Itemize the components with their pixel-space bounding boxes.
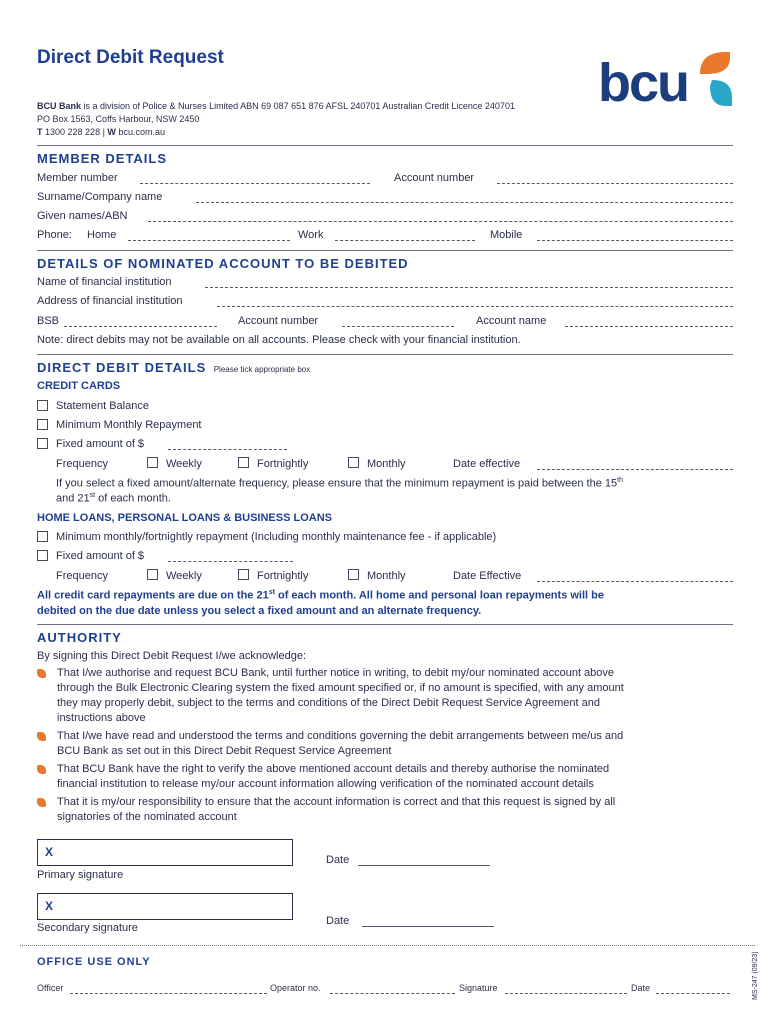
account-name-label: Account name — [476, 315, 547, 327]
phone-label: T — [37, 127, 43, 137]
office-date-field[interactable] — [656, 993, 730, 994]
nominated-account-number-label: Account number — [238, 315, 319, 327]
frequency-label: Frequency — [56, 458, 108, 470]
authority-item-4-line2: signatories of the nominated account — [57, 811, 237, 823]
authority-item-4-line1: That it is my/our responsibility to ensure that the account information is correct and that this request is signed by all — [57, 796, 616, 808]
member-number-field[interactable] — [140, 183, 370, 184]
phone-value: 1300 228 228 — [45, 127, 101, 137]
office-date-label: Date — [631, 983, 651, 993]
weekly-label: Weekly — [166, 458, 202, 470]
institution-address-field[interactable] — [217, 306, 733, 307]
statement-balance-checkbox[interactable] — [37, 400, 48, 411]
logo-leaf-icon — [698, 50, 738, 110]
statement-balance-label: Statement Balance — [56, 400, 149, 412]
bullet-icon — [37, 669, 46, 678]
phone-label: Phone: — [37, 229, 72, 241]
given-names-field[interactable] — [148, 221, 733, 222]
tick-note: Please tick appropriate box — [213, 365, 311, 374]
loan-frequency-label: Frequency — [56, 570, 108, 582]
institution-name-label: Name of financial institution — [37, 276, 172, 288]
minimum-monthly-checkbox[interactable] — [37, 419, 48, 430]
org-details: is a division of Police & Nurses Limited ABN 69 087 651 876 AFSL 240701 Australian Credit Licence 240701 — [81, 101, 515, 111]
direct-debit-heading: DIRECT DEBIT DETAILS — [37, 360, 207, 375]
authority-item-2-line1: That I/we have read and understood the terms and conditions governing the debit arrangements between me/us and — [57, 730, 624, 742]
web-value: bcu.com.au — [118, 127, 165, 137]
loan-fortnightly-label: Fortnightly — [257, 570, 309, 582]
mobile-phone-field[interactable] — [537, 240, 733, 241]
account-name-field[interactable] — [565, 326, 733, 327]
work-phone-field[interactable] — [335, 240, 475, 241]
primary-date-field[interactable] — [358, 865, 490, 866]
loan-weekly-checkbox[interactable] — [147, 569, 158, 580]
direct-debit-heading-row — [37, 359, 310, 377]
mobile-phone-label: Mobile — [490, 229, 523, 241]
home-phone-field[interactable] — [128, 240, 290, 241]
bsb-field[interactable] — [64, 326, 217, 327]
operator-field[interactable] — [330, 993, 455, 994]
surname-label: Surname/Company name — [37, 191, 163, 203]
page-title: Direct Debit Request — [37, 47, 224, 68]
org-contact — [37, 127, 165, 137]
account-number-field[interactable] — [497, 183, 733, 184]
repayment-due-note-line2: debited on the due date unless you select a fixed amount and an alternate frequency. — [37, 605, 482, 617]
office-signature-field[interactable] — [505, 993, 627, 994]
authority-item-2-line2: BCU Bank as set out in this Direct Debit Request Service Agreement — [57, 745, 392, 757]
divider — [37, 354, 733, 355]
work-phone-label: Work — [298, 229, 324, 241]
office-signature-label: Signature — [459, 983, 498, 993]
minimum-repayment-label: Minimum monthly/fortnightly repayment (Including monthly maintenance fee - if applicable) — [56, 531, 497, 543]
divider — [37, 624, 733, 625]
officer-label: Officer — [37, 983, 64, 993]
loan-fortnightly-checkbox[interactable] — [238, 569, 249, 580]
date-effective-field[interactable] — [537, 469, 733, 470]
fixed-amount-note-line1: If you select a fixed amount/alternate frequency, please ensure that the minimum repayment is paid between the 15th — [56, 477, 623, 490]
secondary-signature-label: Secondary signature — [37, 922, 138, 934]
office-divider — [20, 945, 755, 946]
authority-item-1-line3: they may properly debit, subject to the terms and conditions of the Direct Debit Request Service Agreement and — [57, 697, 600, 709]
loan-date-effective-label: Date Effective — [453, 570, 522, 582]
repayment-due-note-line1: All credit card repayments are due on the 21st of each month. All home and personal loan repayments will be — [37, 589, 604, 602]
secondary-date-label: Date — [326, 915, 350, 927]
authority-item-3-line1: That BCU Bank have the right to verify the above mentioned account details and thereby authorise the nominated — [57, 763, 610, 775]
org-name: BCU Bank — [37, 101, 82, 111]
primary-signature-x: X — [45, 845, 54, 859]
date-effective-label: Date effective — [453, 458, 521, 470]
monthly-label: Monthly — [367, 458, 406, 470]
loan-fixed-amount-label: Fixed amount of $ — [56, 550, 145, 562]
minimum-monthly-label: Minimum Monthly Repayment — [56, 419, 202, 431]
authority-intro: By signing this Direct Debit Request I/we acknowledge: — [37, 650, 307, 662]
logo-wordmark: bcu — [598, 53, 689, 113]
contact-separator: | — [100, 127, 108, 137]
loan-fixed-amount-checkbox[interactable] — [37, 550, 48, 561]
divider — [37, 250, 733, 251]
loan-fixed-amount-field[interactable] — [168, 561, 293, 562]
bullet-icon — [37, 798, 46, 807]
loan-weekly-label: Weekly — [166, 570, 202, 582]
web-label: W — [107, 127, 116, 137]
nominated-note: Note: direct debits may not be available on all accounts. Please check with your financial institution. — [37, 334, 521, 346]
secondary-signature-box[interactable] — [37, 893, 293, 920]
institution-name-field[interactable] — [205, 287, 733, 288]
authority-item-3-line2: financial institution to release my/our account information allowing verification of the nominated account details — [57, 778, 594, 790]
operator-label: Operator no. — [270, 983, 321, 993]
credit-cards-heading: CREDIT CARDS — [37, 380, 121, 392]
member-details-heading: MEMBER DETAILS — [37, 151, 168, 166]
primary-date-label: Date — [326, 854, 350, 866]
authority-heading: AUTHORITY — [37, 630, 122, 645]
bcu-logo — [598, 50, 738, 112]
primary-signature-box[interactable] — [37, 839, 293, 866]
fortnightly-label: Fortnightly — [257, 458, 309, 470]
fortnightly-checkbox[interactable] — [238, 457, 249, 468]
bullet-icon — [37, 765, 46, 774]
form-code: MS-247 (09/23) — [752, 951, 759, 1000]
monthly-checkbox[interactable] — [348, 457, 359, 468]
minimum-repayment-checkbox[interactable] — [37, 531, 48, 542]
loan-monthly-checkbox[interactable] — [348, 569, 359, 580]
fixed-amount-field[interactable] — [168, 449, 287, 450]
nominated-account-number-field[interactable] — [342, 326, 454, 327]
authority-item-1-line1: That I/we authorise and request BCU Bank, until further notice in writing, to debit my/our nominated account above — [57, 667, 615, 679]
secondary-signature-x: X — [45, 899, 54, 913]
institution-address-label: Address of financial institution — [37, 295, 183, 307]
bullet-icon — [37, 732, 46, 741]
nominated-account-heading: DETAILS OF NOMINATED ACCOUNT TO BE DEBITED — [37, 256, 409, 271]
member-number-label: Member number — [37, 172, 118, 184]
bsb-label: BSB — [37, 315, 60, 327]
fixed-amount-note-line2: and 21st of each month. — [56, 492, 171, 505]
secondary-date-field[interactable] — [362, 926, 494, 927]
primary-signature-label: Primary signature — [37, 869, 124, 881]
office-use-heading: OFFICE USE ONLY — [37, 956, 151, 968]
org-line — [37, 101, 515, 111]
home-loans-heading: HOME LOANS, PERSONAL LOANS & BUSINESS LOANS — [37, 512, 332, 524]
fixed-amount-label: Fixed amount of $ — [56, 438, 145, 450]
authority-item-1-line4: instructions above — [57, 712, 146, 724]
authority-item-1-line2: through the Bulk Electronic Clearing system the fixed amount specified or, if no amount is specified, with any amount — [57, 682, 624, 694]
org-address: PO Box 1563, Coffs Harbour, NSW 2450 — [37, 114, 200, 124]
home-phone-label: Home — [87, 229, 117, 241]
loan-monthly-label: Monthly — [367, 570, 406, 582]
account-number-label: Account number — [394, 172, 475, 184]
divider — [37, 145, 733, 146]
given-names-label: Given names/ABN — [37, 210, 128, 222]
officer-field[interactable] — [70, 993, 267, 994]
weekly-checkbox[interactable] — [147, 457, 158, 468]
surname-field[interactable] — [196, 202, 733, 203]
loan-date-effective-field[interactable] — [537, 581, 733, 582]
fixed-amount-checkbox[interactable] — [37, 438, 48, 449]
